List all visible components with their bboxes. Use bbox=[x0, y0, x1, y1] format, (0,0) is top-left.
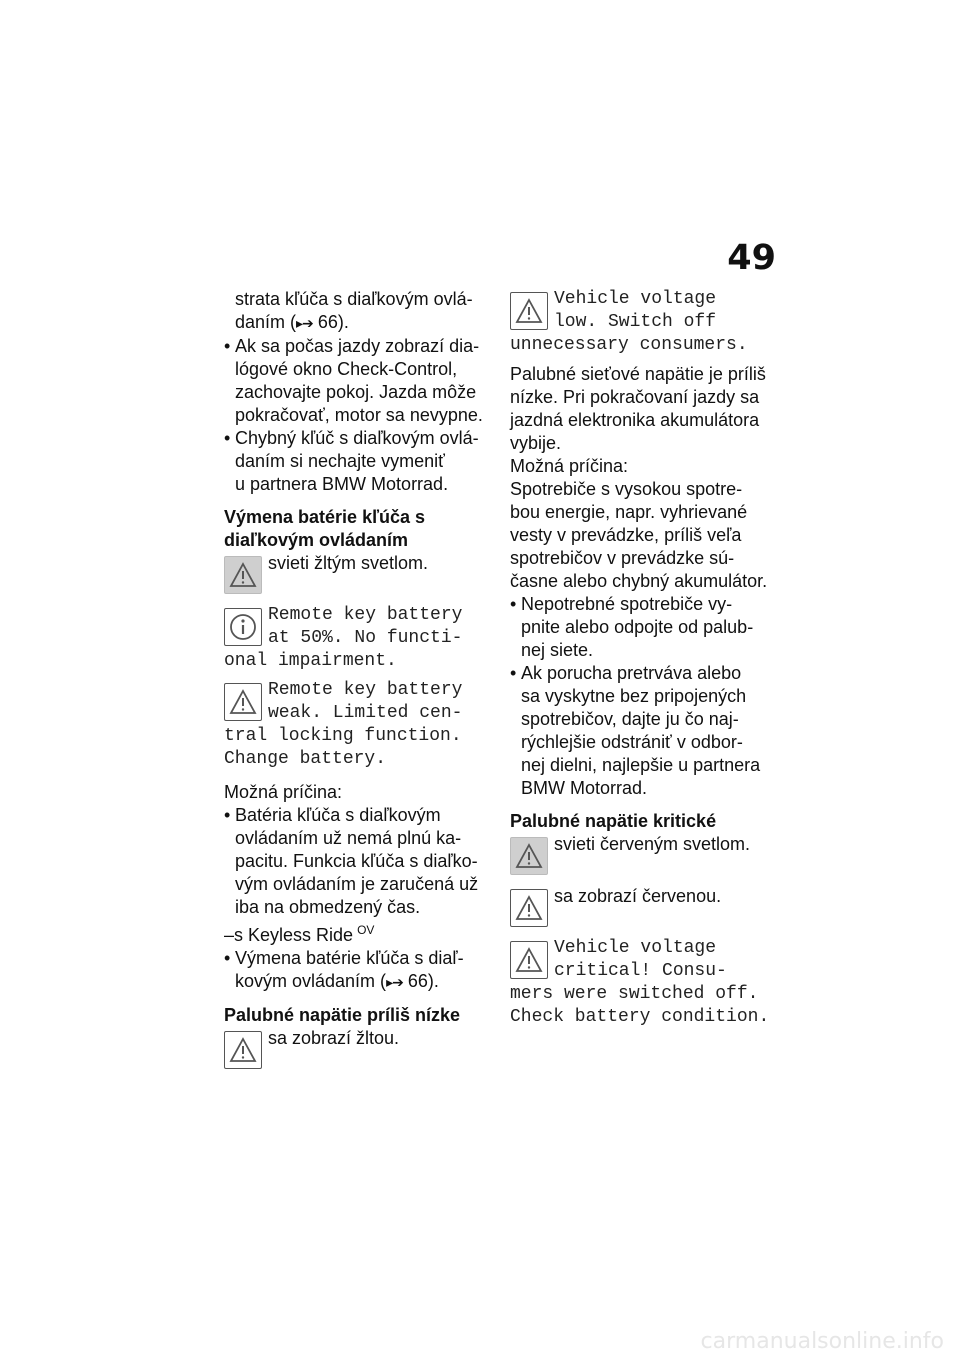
list-item: • Výmena batérie kľúča s diaľ- kovým ovládaním (▸➔ 66). bbox=[224, 947, 492, 994]
section-heading: Výmena batérie kľúča s diaľkovým ovládaním bbox=[224, 507, 426, 550]
watermark: carmanualsonline.info bbox=[700, 1329, 944, 1354]
continuation-text: strata kľúča s diaľkovým ovlá- daním (▸➔ 66). bbox=[235, 289, 473, 332]
warning-triangle-icon bbox=[510, 292, 548, 330]
warning-triangle-icon bbox=[510, 941, 548, 979]
list-item: • Ak sa počas jazdy zobrazí dia- lógové okno Check-Control, zachovajte pokoj. Jazda môže pokračovať, motor sa nevypne. bbox=[224, 335, 492, 427]
left-column bbox=[224, 288, 492, 1069]
section-heading: Palubné napätie kritické bbox=[510, 811, 717, 831]
display-message: Vehicle voltage low. Switch off unnecessary consumers. bbox=[510, 289, 748, 355]
display-message: Remote key battery at 50%. No functi- onal impairment. bbox=[224, 605, 463, 671]
page-reference-arrow-icon: ▸➔ bbox=[296, 315, 313, 331]
display-message: Vehicle voltage critical! Consu- mers were switched off. Check battery condition. bbox=[510, 938, 770, 1027]
cause-label: Možná príčina: bbox=[510, 456, 629, 476]
paragraph: Spotrebiče s vysokou spotre- bou energie, napr. vyhrievané vesty v prevádzke, príliš veľa spotrebičov v prevádzke sú- časne alebo chybný akumulátor. bbox=[510, 479, 768, 591]
section-heading: Palubné napätie príliš nízke bbox=[224, 1005, 461, 1025]
list-item: • Chybný kľúč s diaľkovým ovlá- daním si nechajte vymeniť u partnera BMW Motorrad. bbox=[224, 427, 492, 496]
red-light-row: svieti červeným svetlom. bbox=[510, 833, 784, 875]
page-number: 49 bbox=[727, 238, 776, 278]
list-item: • Nepotrebné spotrebiče vy- pnite alebo odpojte od palub- nej siete. bbox=[510, 593, 784, 662]
page-reference-arrow-icon: ▸➔ bbox=[386, 974, 403, 990]
keyless-ride-note: –s Keyless Ride $^{OV}$ bbox=[224, 923, 375, 945]
right-column bbox=[510, 288, 784, 1029]
list-item: • Batéria kľúča s diaľkovým ovládaním už nemá plnú ka- pacitu. Funkcia kľúča s diaľko- vým ovládaním je zaručená už iba na obmedzený čas. bbox=[224, 804, 492, 919]
yellow-light-row: svieti žltým svetlom. bbox=[224, 552, 492, 594]
info-icon bbox=[224, 608, 262, 646]
warning-triangle-icon bbox=[510, 837, 548, 875]
warning-triangle-icon bbox=[224, 556, 262, 594]
warning-triangle-icon bbox=[224, 683, 262, 721]
yellow-display-row: sa zobrazí žltou. bbox=[224, 1027, 492, 1069]
option-superscript: OV bbox=[357, 923, 375, 937]
list-item: • Ak porucha pretrváva alebo sa vyskytne bez pripojených spotrebičov, dajte ju čo naj- rýchlejšie odstrániť v odbor- nej dielni, najlepšie u partnera BMW Motorrad. bbox=[510, 662, 784, 800]
paragraph: Palubné sieťové napätie je príliš nízke. Pri pokračovaní jazdy sa jazdná elektronika akumulátora vybije. bbox=[510, 364, 766, 453]
warning-triangle-icon bbox=[510, 889, 548, 927]
display-message: Remote key battery weak. Limited cen- tral locking function. Change battery. bbox=[224, 680, 463, 769]
red-display-row: sa zobrazí červenou. bbox=[510, 885, 784, 927]
cause-label: Možná príčina: bbox=[224, 782, 343, 802]
warning-triangle-icon bbox=[224, 1031, 262, 1069]
